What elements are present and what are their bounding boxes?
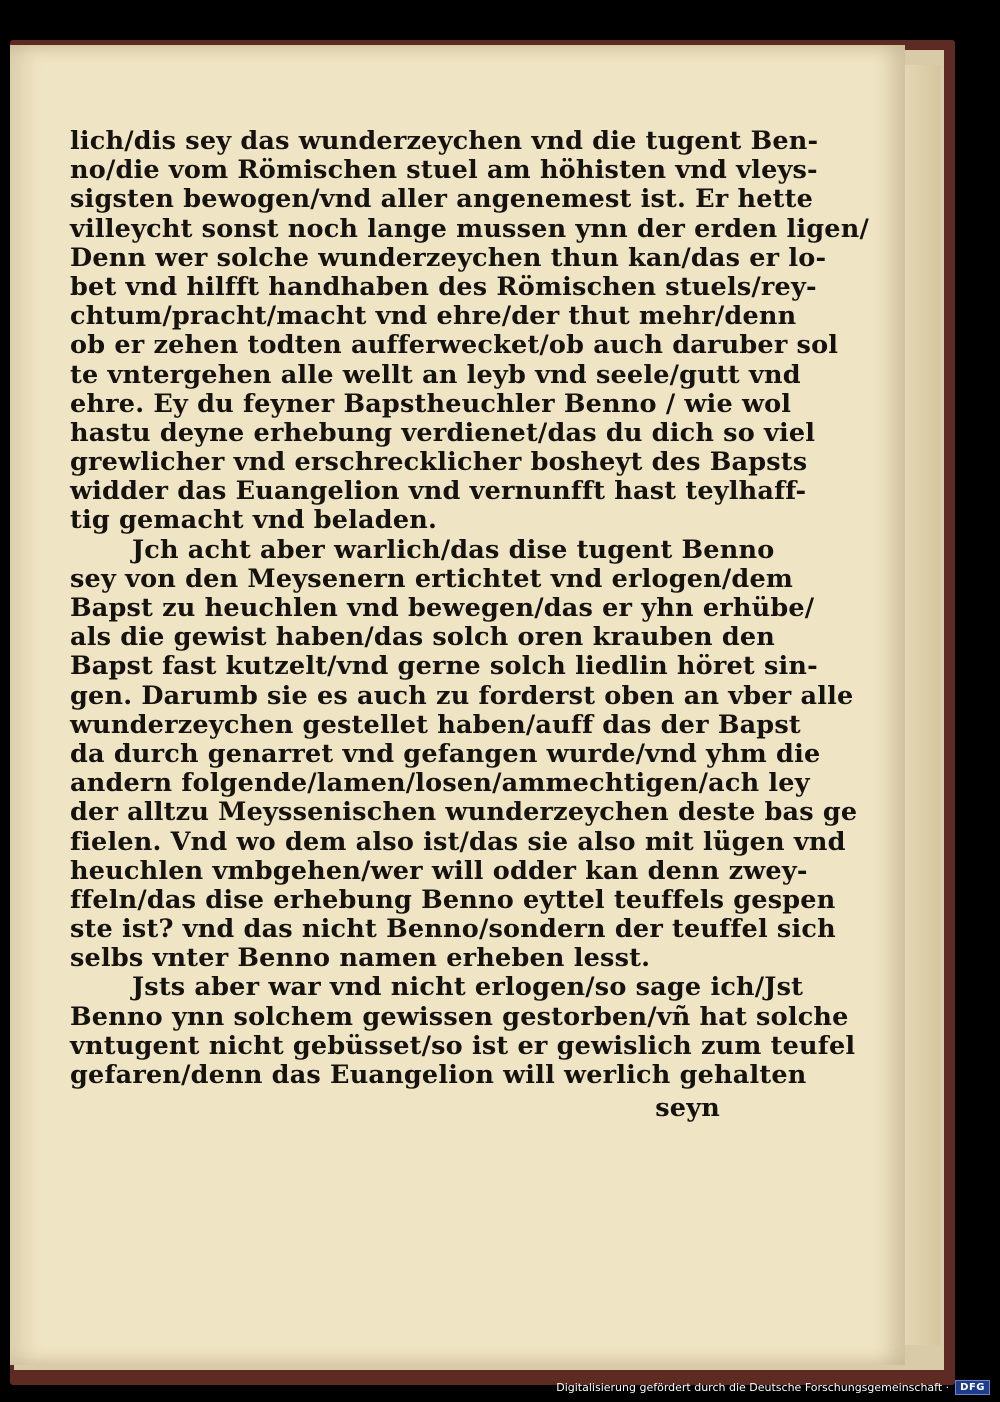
text-line: te vntergehen alle wellt an leyb vnd seele/gutt vnd: [70, 359, 801, 390]
text-line: der alltzu Meyssenischen wunderzeychen deste bas ge: [70, 797, 858, 828]
book-page: [10, 45, 905, 1365]
text-line: ob er zehen todten aufferwecket/ob auch daruber sol: [70, 330, 839, 361]
paragraph-start-line: Jsts aber war vnd nicht erlogen/so sage ich/Jst: [132, 972, 804, 1003]
text-line: Bapst zu heuchlen vnd bewegen/das er yhn erhübe/: [70, 593, 815, 623]
text-line: widder das Euangelion vnd vernunfft hast teylhaff-: [70, 476, 807, 507]
text-line: ste ist? vnd das nicht Benno/sondern der teuffel sich: [70, 914, 836, 945]
text-line: hastu deyne erhebung verdienet/das du dich so viel: [70, 417, 816, 448]
text-line: als die gewist haben/das solch oren krauben den: [70, 622, 776, 653]
text-line: Bapst fast kutzelt/vnd gerne solch liedlin höret sin-: [70, 651, 818, 682]
text-line: ehre. Ey du feyner Bapstheuchler Benno / wie wol: [70, 388, 792, 419]
text-line: ffeln/das dise erhebung Benno eyttel teuffels gespen: [70, 884, 836, 915]
text-line: heuchlen vmbgehen/wer will odder kan denn zwey-: [70, 855, 808, 886]
text-line: sigsten bewogen/vnd aller angenemest ist. Er hette: [70, 184, 814, 215]
text-line: gen. Darumb sie es auch zu forderst oben an vber alle: [70, 680, 854, 711]
text-line: bet vnd hilfft handhaben des Römischen stuels/rey-: [70, 271, 817, 302]
text-line: gefaren/denn das Euangelion will werlich gehalten: [70, 1060, 807, 1090]
text-line: lich/dis sey das wunderzeychen vnd die tugent Ben-: [70, 126, 819, 156]
text-line: villeycht sonst noch lange mussen ynn der erden ligen/: [70, 213, 869, 244]
text-line: sey von den Meysenern ertichtet vnd erlogen/dem: [70, 563, 794, 594]
text-line: chtum/pracht/macht vnd ehre/der thut mehr/denn: [70, 301, 797, 332]
text-line: wunderzeychen gestellet haben/auff das der Bapst: [70, 709, 801, 740]
text-line: fielen. Vnd wo dem also ist/das sie also mit lügen vnd: [70, 826, 846, 857]
dfg-logo: DFG: [955, 1380, 990, 1395]
text-line: no/die vom Römischen stuel am höhisten vnd vleys-: [70, 155, 818, 186]
credit-text: Digitalisierung gefördert durch die Deutsche Forschungsgemeinschaft ·: [556, 1380, 950, 1394]
digitization-credit: [556, 1378, 990, 1396]
text-line: Denn wer solche wunderzeychen thun kan/das er lo-: [70, 242, 827, 273]
text-line: da durch genarret vnd gefangen wurde/vnd yhm die: [70, 738, 821, 769]
text-line: Benno ynn solchem gewissen gestorben/vñ hat solche: [70, 1001, 849, 1032]
paragraph-start-line: Jch acht aber warlich/das dise tugent Benno: [132, 534, 775, 565]
catchword: seyn: [655, 1093, 720, 1124]
text-line: andern folgende/lamen/losen/ammechtigen/ach ley: [70, 768, 810, 799]
text-line: selbs vnter Benno namen erheben lesst.: [70, 943, 651, 974]
text-line: grewlicher vnd erschrecklicher bosheyt des Bapsts: [70, 447, 808, 478]
text-line: vntugent nicht gebüsset/so ist er gewislich zum teufel: [70, 1030, 856, 1061]
page-text: [70, 126, 869, 1124]
text-line: tig gemacht vnd beladen.: [70, 505, 438, 536]
